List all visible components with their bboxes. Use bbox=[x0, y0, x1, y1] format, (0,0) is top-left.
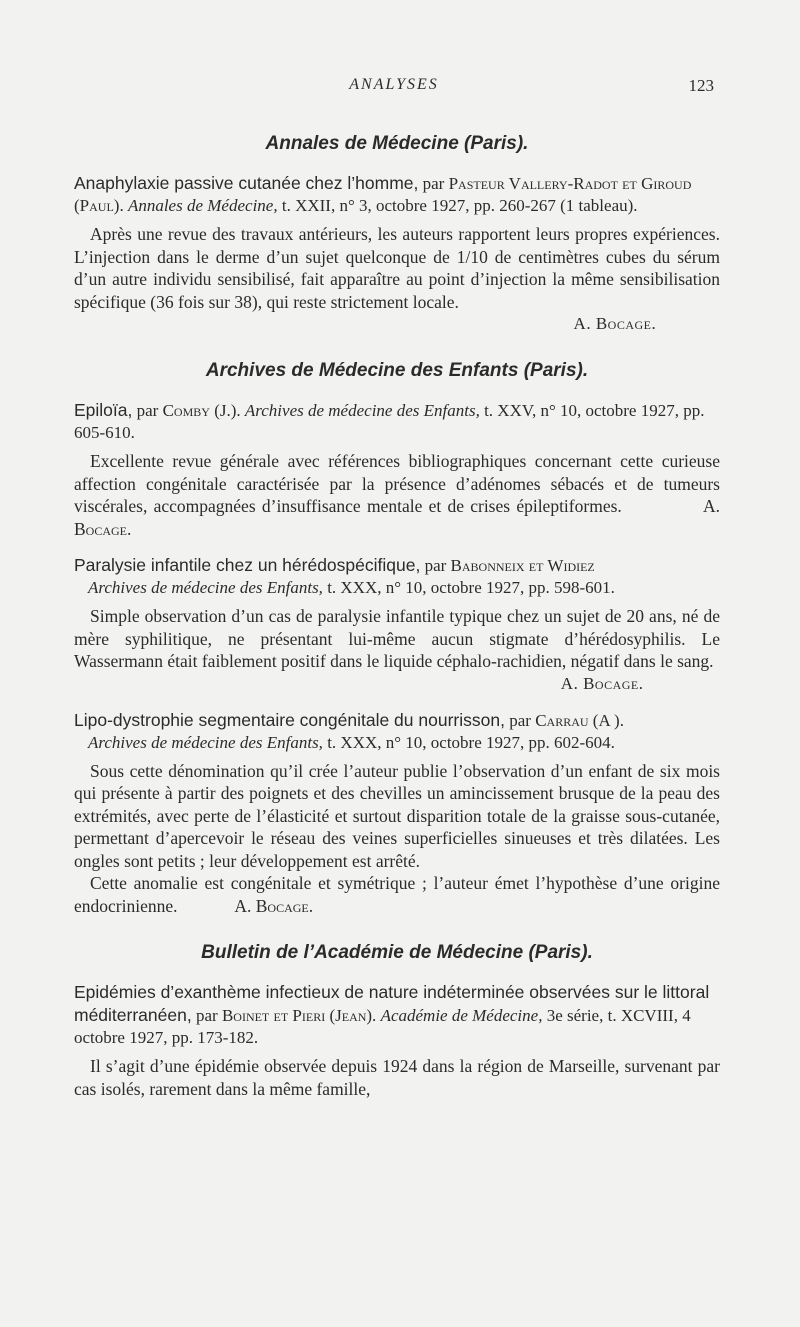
article-body-continued: Cette anomalie est congénitale et symétrique ; l’auteur émet l’hypothèse d’une origine endocrinienne. A. Bocage. bbox=[74, 873, 720, 916]
article-header bbox=[74, 554, 720, 577]
journal-reference: Archives de médecine des Enfants, bbox=[244, 401, 480, 420]
article-title: Paralysie infantile chez un hérédospécifique, bbox=[74, 555, 421, 575]
journal-heading-archives: Archives de Médecine des Enfants (Paris). bbox=[205, 360, 589, 381]
article-body: Simple observation d’un cas de paralysie infantile typique chez un sujet de 20 ans, né de mère syphilitique, ne présentant lui-même aucun stigmate d’hérédosyphilis. Le Wassermann était faiblement positif dans le liquide céphalo-rachidien, négatif dans le sang. bbox=[74, 606, 720, 671]
article-body: Après une revue des travaux antérieurs, les auteurs rapportent leurs propres expériences. L’injection dans le derme d’un sujet quelconque de 1/10 de centimètres cubes du sérum d’un autre individu sensibilisé, fait apparaître au point d’injection la même sensibilisation spécifique (36 fois sur 38), qui reste strictement locale. bbox=[74, 224, 720, 312]
article-authors: Carrau (A ). bbox=[535, 710, 624, 730]
article-title: Epiloïa, bbox=[74, 400, 133, 420]
article-header bbox=[74, 399, 720, 444]
journal-reference: Académie de Médecine, bbox=[380, 1006, 543, 1025]
article-title: Anaphylaxie passive cutanée chez l’homme, bbox=[74, 173, 419, 193]
citation-details: 3e série, t. XCVIII, 4 octobre 1927, pp. 173-182. bbox=[74, 1006, 691, 1047]
article-authors: Pasteur Vallery-Radot et Giroud (Paul). bbox=[74, 174, 692, 215]
by-word: par bbox=[424, 556, 447, 575]
article-epiloia bbox=[74, 399, 720, 540]
journal-reference: Archives de médecine des Enfants, bbox=[88, 732, 323, 752]
citation-details: t. XXX, n° 10, octobre 1927, pp. 598-601. bbox=[327, 578, 615, 597]
article-paralysie bbox=[74, 554, 720, 695]
signature: A. Bocage. bbox=[74, 496, 721, 539]
article-lipodystrophie bbox=[74, 709, 720, 918]
running-head bbox=[74, 76, 714, 100]
journal-heading-annales: Annales de Médecine (Paris). bbox=[265, 133, 529, 154]
page-content bbox=[74, 130, 720, 1100]
citation-details: t. XXX, n° 10, octobre 1927, pp. 602-604. bbox=[327, 732, 615, 752]
journal-reference: Archives de médecine des Enfants, bbox=[88, 578, 323, 597]
article-anaphylaxie bbox=[74, 172, 720, 335]
by-word: par bbox=[509, 710, 531, 730]
article-title: Lipo-dystrophie segmentaire congénitale du nourrisson, bbox=[74, 709, 505, 730]
article-epidemies bbox=[74, 981, 720, 1100]
signature: A. Bocage. bbox=[560, 673, 644, 693]
article-header bbox=[74, 981, 720, 1049]
article-body: Excellente revue générale avec références bibliographiques concernant cette curieuse affection congénitale caractérisée par la présence d’adénomes sébacés et de tumeurs viscérales, accompagnées d’insuffisance mentale et de crises épileptiformes. A. Bocage. bbox=[74, 451, 721, 539]
article-header bbox=[74, 709, 720, 732]
journal-reference: Annales de Médecine, bbox=[127, 196, 278, 215]
article-authors: Boinet et Pieri (Jean). bbox=[221, 1006, 377, 1025]
article-authors: Comby (J.). bbox=[162, 401, 241, 420]
article-body: Il s’agit d’une épidémie observée depuis 1924 dans la région de Marseille, survenant par cas isolés, rarement dans la même famille, bbox=[74, 1056, 720, 1099]
running-title: ANALYSES bbox=[349, 76, 439, 93]
article-title: Epidémies d’exanthème infectieux de nature indéterminée observées sur le littoral méditerranéen, bbox=[74, 982, 710, 1025]
article-header bbox=[74, 172, 720, 217]
citation-details: t. XXII, n° 3, octobre 1927, pp. 260-267 (1 tableau). bbox=[281, 196, 638, 215]
citation-details: t. XXV, n° 10, octobre 1927, pp. 605-610. bbox=[74, 401, 705, 442]
article-body: Sous cette dénomination qu’il crée l’auteur publie l’observation d’un enfant de six mois qui présente à partir des poignets et des chevilles un amincissement brusque de la peau des extrémités, avec perte de l’élasticité et surtout disparition totale de la graisse sous-cutanée, permettant d’apercevoir le réseau des veines superficielles sinueuses et très dilatées. Les ongles sont petits ; leur développement est arrêté. bbox=[74, 760, 720, 871]
article-citation bbox=[74, 732, 720, 754]
by-word: par bbox=[422, 174, 445, 193]
signature: A. Bocage. bbox=[234, 895, 314, 916]
signature: A. Bocage. bbox=[573, 314, 657, 333]
article-authors: Babonneix et Widiez bbox=[450, 556, 595, 575]
by-word: par bbox=[195, 1006, 218, 1025]
article-citation bbox=[74, 577, 720, 599]
journal-heading-bulletin: Bulletin de l’Académie de Médecine (Paris). bbox=[201, 942, 593, 963]
page-number: 123 bbox=[688, 76, 714, 95]
by-word: par bbox=[136, 401, 159, 420]
